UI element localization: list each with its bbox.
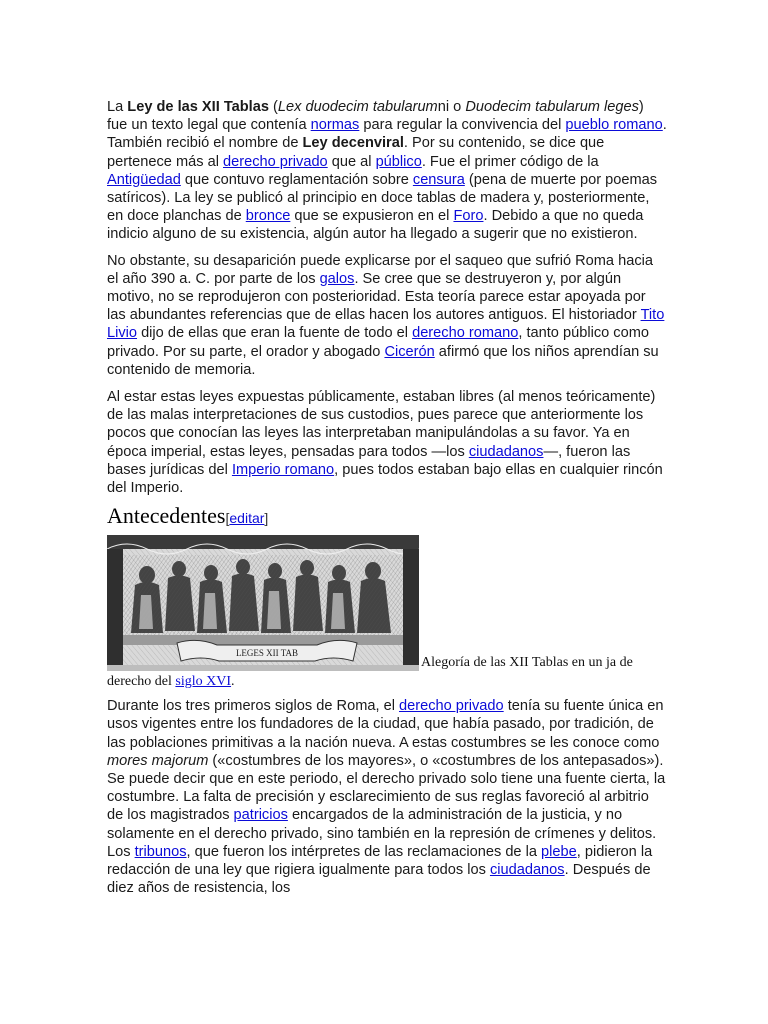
link-derecho-privado-2[interactable]: derecho privado — [399, 698, 504, 715]
link-publico[interactable]: público — [375, 153, 422, 170]
text: . Se cree que se destruyeron y, por algún motivo, no se reprodujeron con posterioridad. Esta teoría parece estar apoyada por las abundantes referencias que de ellas hacen los autores antiguos. El historiador — [107, 270, 646, 324]
paragraph-exposicion — [107, 388, 667, 497]
text: . — [231, 674, 235, 690]
engraving-image — [107, 535, 419, 671]
text: , que fueron los intérpretes de las reclamaciones de la — [186, 843, 542, 860]
bold-term: Ley decenviral — [302, 135, 404, 152]
link-derecho-privado[interactable]: derecho privado — [223, 153, 328, 170]
text: ) fue un texto legal que contenía — [107, 99, 644, 134]
intro-paragraph — [107, 98, 667, 244]
link-tribunos[interactable]: tribunos — [134, 843, 187, 860]
text: No obstante, su desaparición puede explicarse por el saqueo que sufrió Roma hacia el año 390 a. C. por parte de los — [107, 252, 653, 287]
paragraph-antecedentes — [107, 697, 667, 897]
italic-term: mores majorum — [107, 752, 209, 769]
text: ( — [268, 99, 278, 115]
link-bronce[interactable]: bronce — [245, 208, 291, 225]
text: para regular la convivencia del — [359, 117, 566, 134]
text: encargados de la administración de la justicia, y no solamente en el derecho privado, sino también en la represión de crímenes y delitos. Los — [107, 807, 657, 860]
link-antiguedad[interactable]: Antigüedad — [107, 171, 181, 188]
figure — [107, 535, 667, 671]
text: , pues todos estaban bajo ellas en cualquier rincón del Imperio. — [107, 461, 663, 497]
figure-caption: Alegoría de las XII Tablas en un ja de — [421, 655, 633, 671]
link-siglo-xvi[interactable]: siglo XVI — [175, 674, 232, 690]
text: Durante los tres primeros siglos de Roma, el — [107, 698, 399, 715]
paragraph-desaparicion — [107, 252, 667, 379]
text: (pena de muerte por poemas satíricos). La ley se publicó al principio en doce tablas de madera y, posteriormente, en doce planchas de — [107, 171, 658, 225]
edit-section — [226, 510, 269, 526]
link-imperio-romano[interactable]: Imperio romano — [231, 461, 335, 478]
text: ni o — [437, 99, 466, 115]
text: Al estar estas leyes expuestas públicamente, estaban libres (al menos teóricamente) de las malas interpretaciones de sus custodios, pues parece que anteriormente los pocos que conocían las leyes las interpretaban manipulándolas a su favor. Ya en época imperial, estas leyes, pensadas para todos —los — [107, 389, 656, 460]
text: La — [107, 99, 128, 115]
link-derecho-romano[interactable]: derecho romano — [412, 325, 519, 342]
edit-link[interactable]: editar — [229, 510, 265, 527]
link-ciudadanos-2[interactable]: ciudadanos — [489, 862, 565, 879]
section-title: Antecedentes — [107, 503, 226, 529]
link-patricios[interactable]: patricios — [233, 807, 288, 824]
section-heading-antecedentes — [107, 503, 667, 531]
bracket: ] — [264, 510, 269, 527]
link-foro[interactable]: Foro — [453, 208, 484, 225]
link-ciudadanos[interactable]: ciudadanos — [468, 443, 544, 460]
figure-caption-continuation — [107, 673, 667, 691]
text: , tanto público como privado. Por su parte, el orador y abogado — [107, 325, 649, 360]
link-tito-livio[interactable]: Tito Livio — [107, 307, 665, 342]
link-normas[interactable]: normas — [310, 117, 360, 134]
text: . Por su contenido, se dice que pertenece más al — [107, 135, 605, 170]
italic-term: Lex duodecim tabularum — [277, 99, 438, 115]
text: . Fue el primer código de la — [421, 153, 599, 170]
text: derecho del — [107, 674, 176, 690]
text: . Debido a que no queda indicio alguno de su existencia, algún autor ha llegado a sugerir que no existieron. — [107, 208, 644, 243]
link-pueblo-romano[interactable]: pueblo romano — [565, 117, 663, 134]
text: . También recibió el nombre de — [107, 117, 667, 152]
italic-term: Duodecim tabularum leges — [465, 99, 639, 115]
text: que al — [327, 153, 376, 170]
text: afirmó que los niños aprendían su contenido de memoria. — [107, 343, 659, 378]
link-plebe[interactable]: plebe — [541, 843, 577, 860]
link-censura[interactable]: censura — [412, 171, 465, 188]
text: («costumbres de los mayores», o «costumbres de los antepasados»). Se puede decir que en este periodo, el derecho privado solo tiene una fuente cierta, la costumbre. La falta de precisión y esclarecimiento de sus reglas favoreció al arbitrio de los magistrados — [107, 752, 666, 824]
text: , pidieron la redacción de una ley que rigiera igualmente para todos los — [107, 843, 653, 879]
text: dijo de ellas que eran la fuente de todo el — [137, 325, 413, 342]
engraving-inscription: LEGES XII TAB — [235, 648, 299, 659]
text: que contuvo reglamentación sobre — [180, 171, 413, 188]
text: tenía su fuente única en usos vigentes entre los fundadores de la ciudad, que había pasado, por tradición, de las poblaciones primitivas a la nación nueva. A estas costumbres se les conoce como — [107, 698, 664, 751]
link-galos[interactable]: galos — [319, 270, 355, 287]
text: —, fueron las bases jurídicas del — [107, 443, 631, 478]
link-ciceron[interactable]: Cicerón — [384, 343, 435, 360]
article-body — [107, 98, 667, 898]
bracket: [ — [225, 510, 230, 527]
text: que se expusieron en el — [290, 208, 454, 225]
text: . Después de diez años de resistencia, los — [107, 862, 651, 897]
bold-term: Ley de las XII Tablas — [127, 99, 269, 115]
